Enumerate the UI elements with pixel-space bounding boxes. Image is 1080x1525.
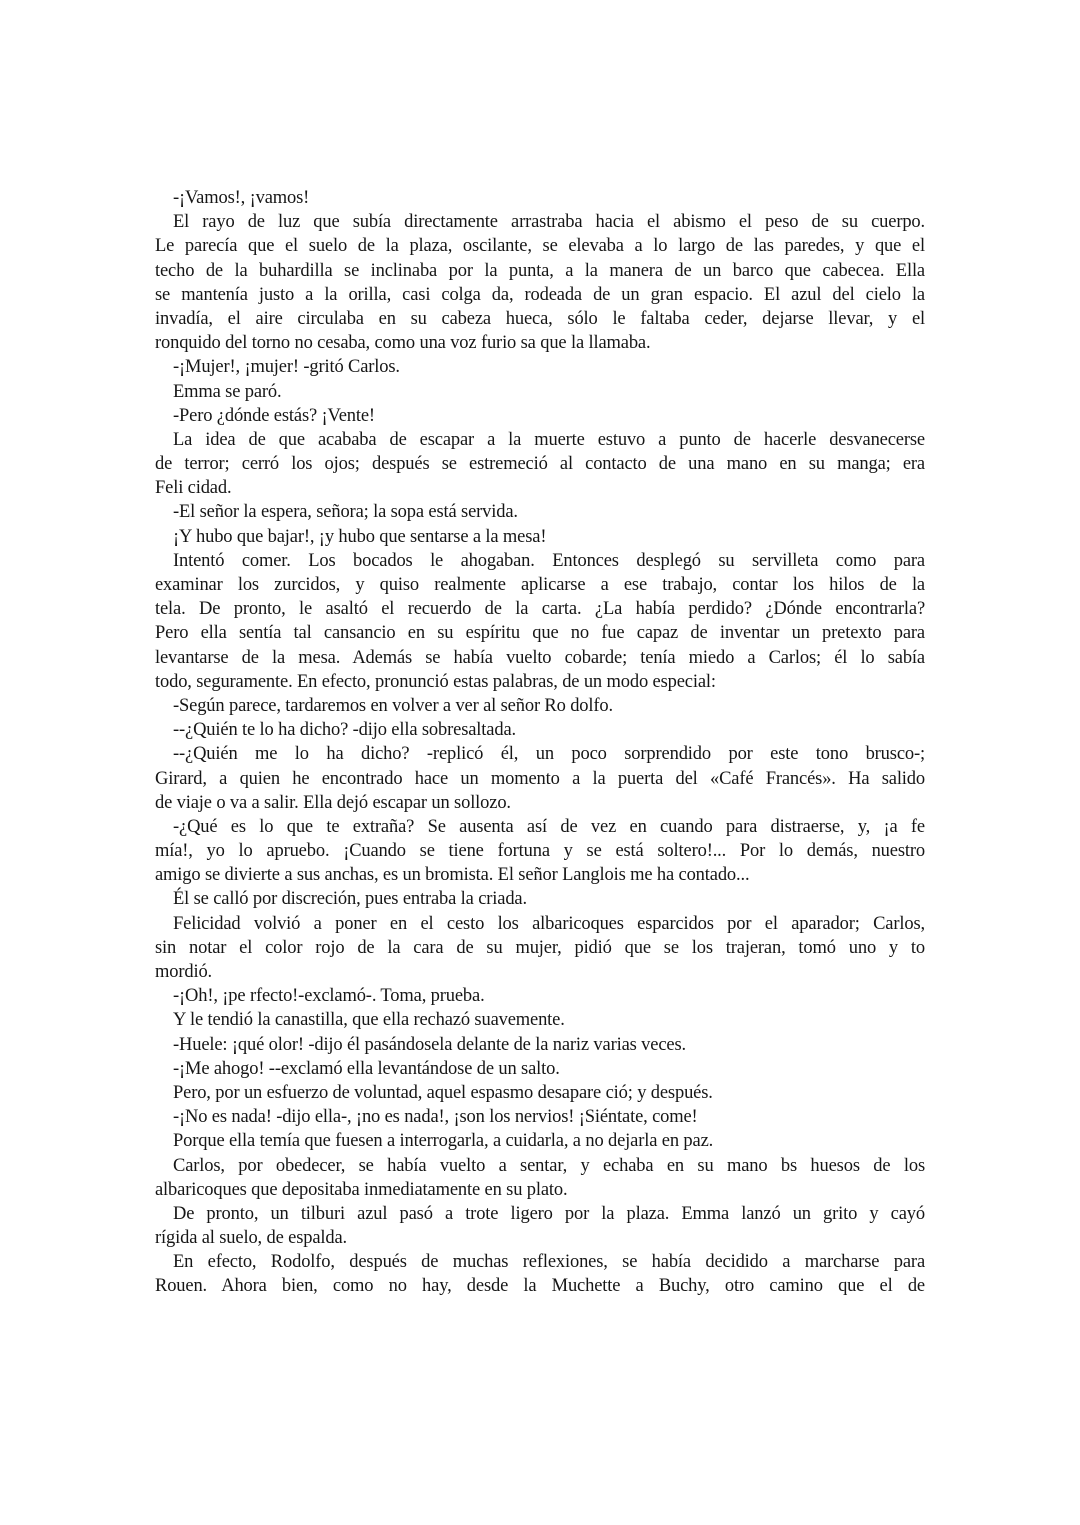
text-line: -Huele: ¡qué olor! -dijo él pasándosela delante de la nariz varias veces. (173, 1034, 686, 1055)
text-line: Feli cidad. (155, 478, 232, 499)
text-line: -¡Oh!, ¡pe rfecto!-exclamó-. Toma, prueba. (173, 986, 485, 1007)
text-line: todo, seguramente. En efecto, pronunció estas palabras, de un modo especial: (155, 671, 716, 692)
text-line: -¡Mujer!, ¡mujer! -gritó Carlos. (173, 357, 400, 378)
text-line: invadía, el aire circulaba en su cabeza hueca, sólo le faltaba ceder, dejarse llevar, y el (155, 308, 925, 329)
text-line: -¿Qué es lo que te extraña? Se ausenta así de vez en cuando para distraerse, y, ¡a fe (173, 816, 925, 837)
text-line: rígida al suelo, de espalda. (155, 1228, 348, 1249)
text-line: de viaje o va a salir. Ella dejó escapar un sollozo. (155, 792, 511, 813)
text-line: examinar los zurcidos, y quiso realmente aplicarse a ese trabajo, contar los hilos de la (155, 575, 925, 595)
page-text (155, 186, 925, 1299)
text-line: tela. De pronto, le asaltó el recuerdo de la carta. ¿La había perdido? ¿Dónde encontrarla? (155, 599, 925, 620)
text-line: ¡Y hubo que bajar!, ¡y hubo que sentarse a la mesa! (173, 526, 547, 547)
text-line: de terror; cerró los ojos; después se estremeció al contacto de una mano en su manga; era (155, 454, 925, 475)
text-line: Y le tendió la canastilla, que ella rechazó suavemente. (173, 1010, 565, 1031)
text-line: El rayo de luz que subía directamente arrastraba hacia el abismo el peso de su cuerpo. (173, 212, 925, 233)
text-line: se mantenía justo a la orilla, casi colga da, rodeada de un gran espacio. El azul del cielo la (155, 284, 925, 305)
text-line: techo de la buhardilla se inclinaba por la punta, a la manera de un barco que cabecea. Ella (155, 260, 925, 281)
text-line: Girard, a quien he encontrado hace un momento a la puerta del «Café Francés». Ha salido (155, 768, 925, 789)
text-line: Le parecía que el suelo de la plaza, oscilante, se elevaba a lo largo de las paredes, y que el (155, 236, 925, 257)
text-line: -¡Vamos!, ¡vamos! (173, 188, 310, 208)
text-line: mía!, yo lo apruebo. ¡Cuando se tiene fortuna y se está soltero!... Por lo demás, nuestro (155, 841, 925, 862)
text-line: --¿Quién te lo ha dicho? -dijo ella sobresaltada. (173, 720, 516, 741)
text-line: albaricoques que depositaba inmediatamente en su plato. (155, 1179, 568, 1200)
text-line: sin notar el color rojo de la cara de su mujer, pidió que se los trajeran, tomó uno y to (155, 937, 925, 958)
text-line: -Pero ¿dónde estás? ¡Vente! (173, 405, 375, 426)
text-line: Carlos, por obedecer, se había vuelto a sentar, y echaba en su mano bs huesos de los (173, 1155, 925, 1176)
text-line: De pronto, un tilburi azul pasó a trote ligero por la plaza. Emma lanzó un grito y cayó (173, 1203, 925, 1224)
text-line: Emma se paró. (173, 381, 282, 402)
text-line: mordió. (155, 962, 213, 982)
text-line: -¡Me ahogo! --exclamó ella levantándose de un salto. (173, 1058, 560, 1079)
text-line: En efecto, Rodolfo, después de muchas reflexiones, se había decidido a marcharse para (173, 1252, 925, 1273)
text-line: Él se calló por discreción, pues entraba la criada. (173, 889, 527, 910)
text-line: Rouen. Ahora bien, como no hay, desde la Muchette a Buchy, otro camino que el de (155, 1276, 925, 1297)
text-line: -El señor la espera, señora; la sopa está servida. (173, 502, 518, 523)
text-line: Felicidad volvió a poner en el cesto los albaricoques esparcidos por el aparador; Carlos, (173, 913, 925, 934)
text-line: -¡No es nada! -dijo ella-, ¡no es nada!, ¡son los nervios! ¡Siéntate, come! (173, 1107, 698, 1128)
text-line: Pero ella sentía tal cansancio en su espíritu que no fue capaz de inventar un pretexto para (155, 623, 925, 644)
text-line: ronquido del torno no cesaba, como una voz furio sa que la llamaba. (155, 333, 651, 354)
text-line: levantarse de la mesa. Además se había vuelto cobarde; tenía miedo a Carlos; él lo sabía (155, 647, 925, 668)
text-line: La idea de que acababa de escapar a la muerte estuvo a punto de hacerle desvanecerse (173, 429, 925, 450)
text-line: Pero, por un esfuerzo de voluntad, aquel espasmo desapare ció; y después. (173, 1082, 713, 1103)
text-line: Porque ella temía que fuesen a interrogarla, a cuidarla, a no dejarla en paz. (173, 1131, 714, 1152)
text-line: Intentó comer. Los bocados le ahogaban. Entonces desplegó su servilleta como para (173, 550, 925, 571)
text-line: -Según parece, tardaremos en volver a ver al señor Ro dolfo. (173, 695, 613, 716)
text-line: --¿Quién me lo ha dicho? -replicó él, un poco sorprendido por este tono brusco-; (173, 744, 925, 765)
text-line: amigo se divierte a sus anchas, es un bromista. El señor Langlois me ha contado... (155, 865, 750, 886)
